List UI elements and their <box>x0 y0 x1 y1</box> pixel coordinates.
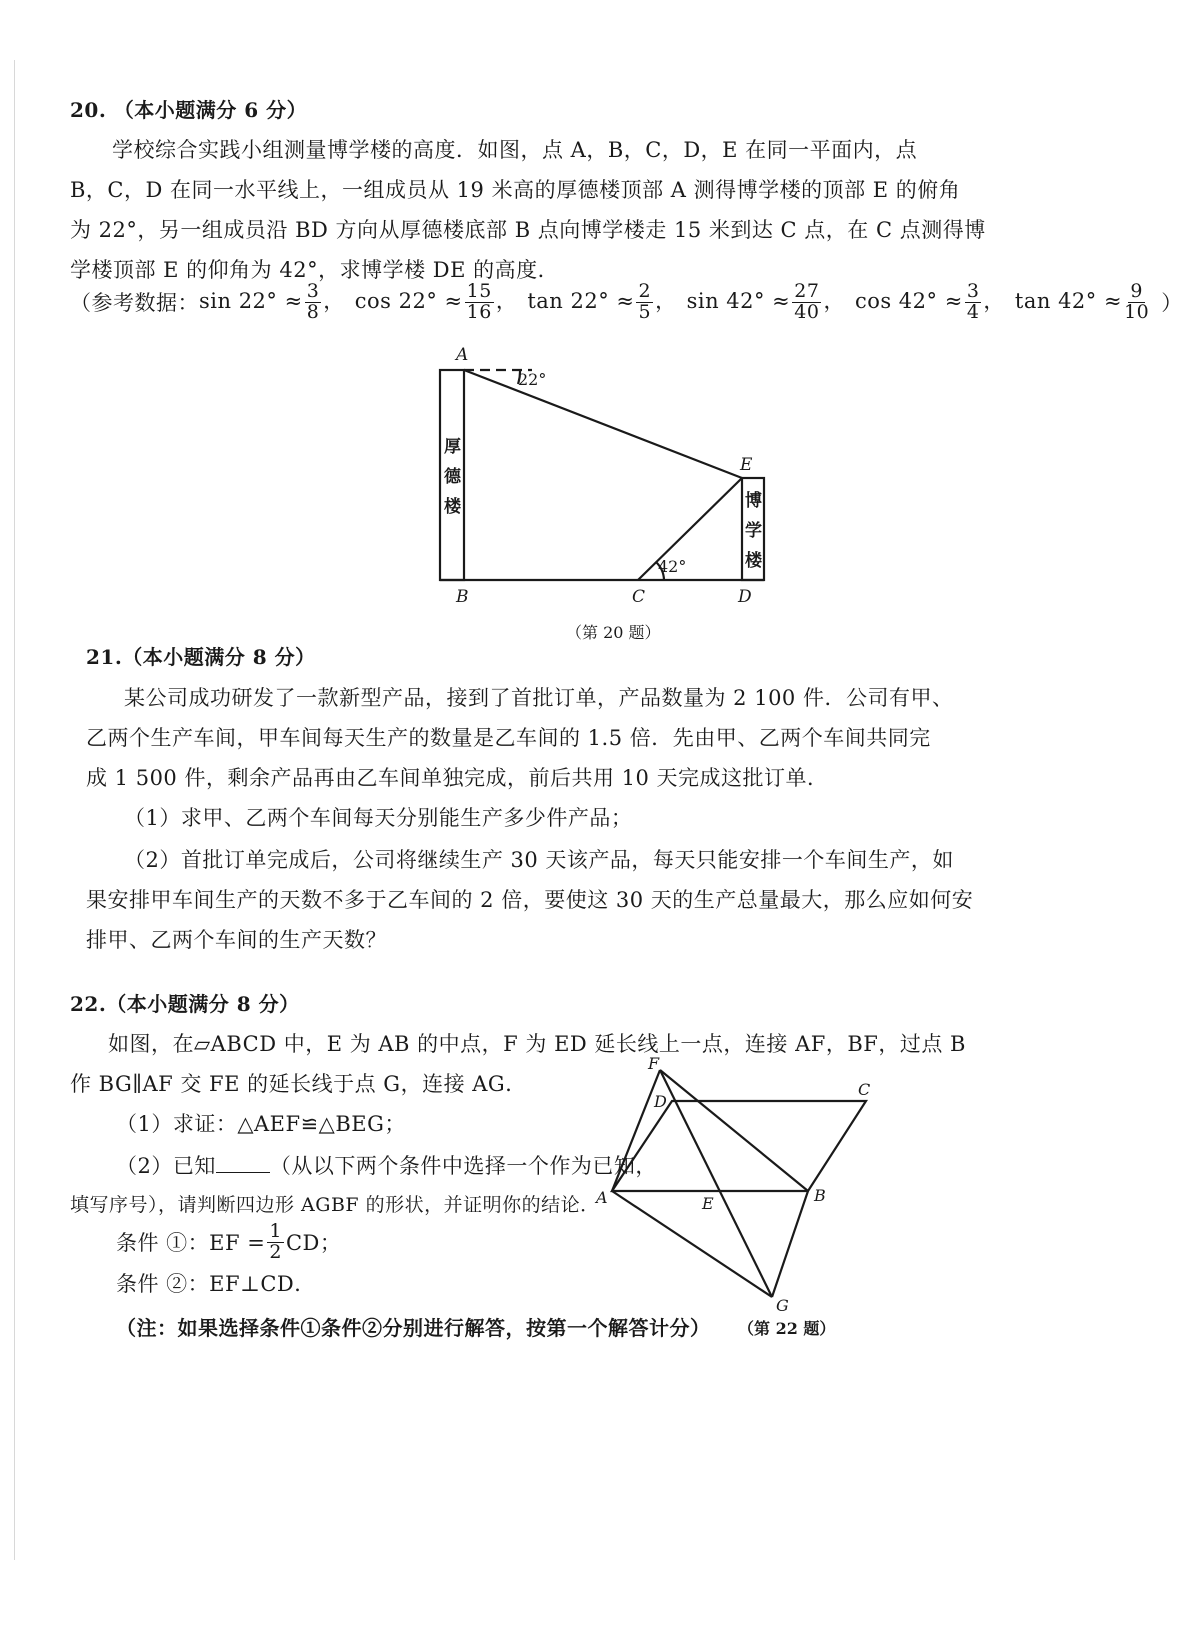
q21-part-1: （1）求甲、乙两个车间每天分别能生产多少件产品； <box>124 806 633 830</box>
label-G: G <box>776 1296 789 1315</box>
label-C: C <box>858 1080 871 1099</box>
fraction-numerator: 9 <box>1130 280 1143 302</box>
q22-part-2-suffix: （从以下两个条件中选择一个作为已知， <box>269 1154 657 1178</box>
label-D: D <box>654 1092 667 1111</box>
label-E: E <box>702 1194 714 1213</box>
q21-text-line-1: 某公司成功研发了一款新型产品，接到了首批订单，产品数量为 2 100 件．公司有甲、 <box>124 686 954 710</box>
ref-sin42 <box>687 282 845 323</box>
ref-fraction <box>305 282 322 323</box>
fraction-numerator: 27 <box>794 280 820 302</box>
ref-tan42 <box>1015 282 1151 323</box>
q20-text-line-1: 学校综合实践小组测量博学楼的高度．如图，点 A，B，C，D，E 在同一平面内，点 <box>112 138 918 162</box>
line-AG <box>612 1191 772 1297</box>
label-E: E <box>740 455 753 475</box>
ref-sep: ， <box>983 288 1005 313</box>
line-AE <box>464 370 742 478</box>
line-BG <box>772 1191 808 1297</box>
answer-blank[interactable] <box>216 1154 270 1173</box>
ref-open: （参考数据： <box>70 291 199 316</box>
label-B: B <box>814 1186 826 1205</box>
ref-close: ） <box>1161 291 1183 316</box>
cond1-prefix: 条件 ①：EF = <box>116 1231 266 1256</box>
label-C: C <box>632 587 646 607</box>
ref-cos22 <box>355 282 518 323</box>
q20-reference-data <box>70 282 1183 323</box>
q20-figure <box>420 340 800 615</box>
fraction-denominator: 10 <box>1124 300 1150 323</box>
cond1-fraction <box>267 1222 284 1263</box>
bldg-right-char-1: 博 <box>745 491 762 511</box>
q22-part-1: （1）求证：△AEF≌△BEG； <box>116 1112 406 1136</box>
fraction-denominator: 40 <box>794 300 820 323</box>
label-F: F <box>648 1054 660 1073</box>
parallelogram-ABCD <box>612 1101 866 1191</box>
ref-sin22 <box>199 282 345 323</box>
q22-figure <box>590 1055 890 1320</box>
q20-text-line-3: 为 22°，另一组成员沿 BD 方向从厚德楼底部 B 点向博学楼走 15 米到达 C 点，在 C 点测得博 <box>70 218 986 242</box>
ref-label: cos 42° ≈ <box>854 288 963 313</box>
fraction-numerator: 3 <box>966 280 980 302</box>
fraction-denominator: 5 <box>638 300 652 323</box>
cond1-suffix: CD； <box>285 1231 342 1256</box>
q21-part-2-line-3: 排甲、乙两个车间的生产天数？ <box>86 928 387 952</box>
q20-figure-caption: （第 20 题） <box>566 623 661 642</box>
ref-fraction <box>636 282 653 323</box>
ref-label: tan 42° ≈ <box>1014 288 1123 313</box>
q21-part-2-line-2: 果安排甲车间生产的天数不多于乙车间的 2 倍，要使这 30 天的生产总量最大，那么应如何安 <box>86 888 974 912</box>
fraction-denominator: 2 <box>269 1240 282 1263</box>
bldg-left-char-1: 厚 <box>444 437 461 457</box>
label-A: A <box>456 345 469 365</box>
q22-heading: 22.（本小题满分 8 分） <box>70 992 300 1016</box>
ref-label: sin 42° ≈ <box>686 288 791 313</box>
q21-text-line-3: 成 1 500 件，剩余产品再由乙车间单独完成，前后共用 10 天完成这批订单． <box>86 766 829 790</box>
q22-condition-1 <box>116 1222 341 1263</box>
ref-fraction <box>1124 282 1149 323</box>
q22-part-2-prefix: （2）已知 <box>116 1154 216 1178</box>
ref-cos42 <box>855 282 1005 323</box>
line-FG <box>660 1070 772 1297</box>
ref-fraction <box>792 282 821 323</box>
line-CE <box>638 478 742 580</box>
q21-heading: 21.（本小题满分 8 分） <box>86 645 316 669</box>
bldg-left-char-3: 楼 <box>444 497 461 517</box>
label-A: A <box>596 1188 608 1207</box>
fraction-numerator: 15 <box>466 280 492 302</box>
angle-label-22: 22° <box>518 370 547 389</box>
page-edge <box>14 60 15 1560</box>
line-FB <box>660 1070 808 1191</box>
bldg-right-char-2: 学 <box>745 521 762 541</box>
ref-sep: ， <box>323 288 345 313</box>
fraction-denominator: 16 <box>466 300 492 323</box>
q22-figure-caption: （第 22 题） <box>738 1319 836 1338</box>
q22-text-line-1: 如图，在▱ABCD 中，E 为 AB 的中点，F 为 ED 延长线上一点，连接 AF，BF，过点 B <box>108 1032 966 1056</box>
label-B: B <box>456 587 469 607</box>
fraction-numerator: 3 <box>306 280 320 302</box>
q22-condition-2: 条件 ②：EF⊥CD． <box>116 1272 316 1296</box>
q20-text-line-4: 学楼顶部 E 的仰角为 42°，求博学楼 DE 的高度． <box>70 258 560 282</box>
ref-sep: ， <box>495 288 518 313</box>
ref-label: cos 22° ≈ <box>354 288 463 313</box>
fraction-numerator: 1 <box>269 1220 282 1242</box>
q22-part-2 <box>116 1150 657 1180</box>
q20-text-line-2: B，C，D 在同一水平线上，一组成员从 19 米高的厚德楼顶部 A 测得博学楼的顶部 E 的俯角 <box>70 178 961 202</box>
bldg-left-char-2: 德 <box>444 467 461 487</box>
ref-label: tan 22° ≈ <box>527 288 635 313</box>
ref-sep: ， <box>823 288 845 313</box>
ref-fraction <box>465 282 494 323</box>
ref-tan22 <box>527 282 676 323</box>
q21-text-line-2: 乙两个生产车间，甲车间每天生产的数量是乙车间的 1.5 倍．先由甲、乙两个车间共同完 <box>86 726 931 750</box>
q22-part-2-line-2: 填写序号），请判断四边形 AGBF 的形状，并证明你的结论． <box>70 1194 600 1216</box>
ref-label: sin 22° ≈ <box>199 288 303 313</box>
angle-label-42: 42° <box>658 557 687 576</box>
ref-fraction <box>965 282 982 323</box>
q22-text-line-2: 作 BG∥AF 交 FE 的延长线于点 G，连接 AG． <box>70 1072 527 1096</box>
ref-sep: ， <box>655 288 677 313</box>
bldg-right-char-3: 楼 <box>745 551 762 571</box>
fraction-numerator: 2 <box>638 280 652 302</box>
fraction-denominator: 8 <box>306 300 320 323</box>
label-D: D <box>738 587 752 607</box>
q22-note: （注：如果选择条件①条件②分别进行解答，按第一个解答计分） <box>116 1316 711 1340</box>
q20-heading: 20. （本小题满分 6 分） <box>70 98 308 122</box>
fraction-denominator: 4 <box>966 300 980 323</box>
q21-part-2-line-1: （2）首批订单完成后，公司将继续生产 30 天该产品，每天只能安排一个车间生产，如 <box>124 848 954 872</box>
